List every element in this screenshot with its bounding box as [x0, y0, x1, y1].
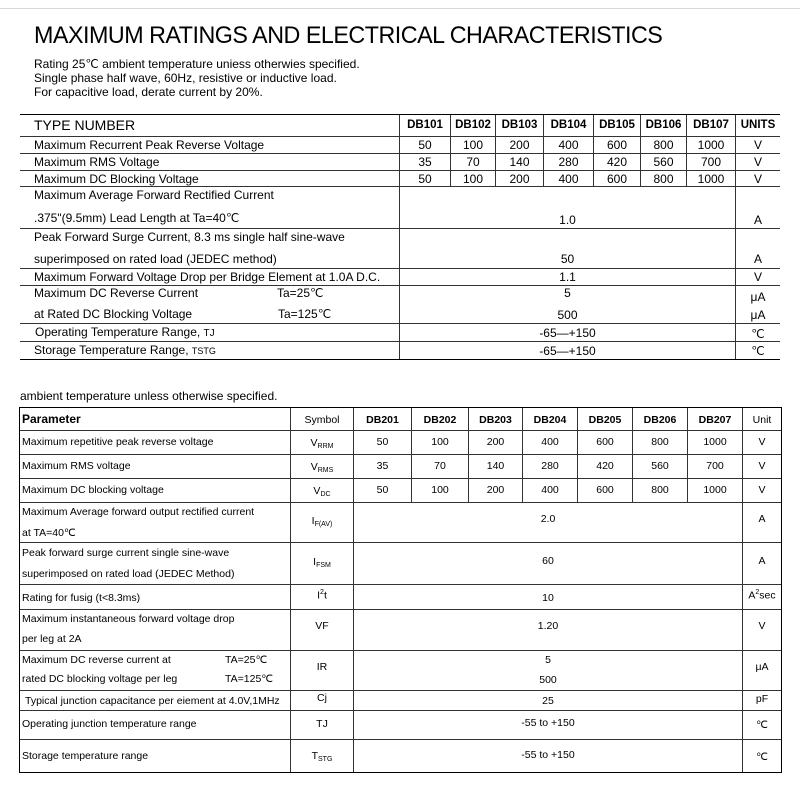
- row-label-cont: .375"(9.5mm) Lead Length at Ta=40℃: [34, 211, 240, 225]
- row-label: Maximum Average Forward Rectified Current: [34, 188, 274, 202]
- symbol: $V_{RRM}$: [310, 437, 334, 450]
- cell-value: 700: [700, 155, 722, 169]
- cell-value: 200: [486, 436, 505, 448]
- page-title: MAXIMUM RATINGS AND ELECTRICAL CHARACTERISTICS: [34, 22, 663, 49]
- symbol: $I_{F(AV)}$: [311, 515, 333, 528]
- symbol: $I_{FSM}$: [313, 556, 331, 569]
- cell-value: 140: [486, 460, 505, 472]
- cell-unit: V: [758, 460, 766, 472]
- cell-value: -55 to +150: [521, 749, 575, 761]
- symbol: $V_{RMS}$: [310, 461, 334, 474]
- cell-value: 50: [418, 172, 432, 186]
- symbol: TJ: [316, 718, 328, 730]
- cell-value: 35: [418, 155, 432, 169]
- row-label: Typical junction capacitance per eiement at 4.0V,1MHz: [25, 695, 280, 707]
- row-label-cont: rated DC blocking voltage per leg: [22, 673, 178, 685]
- cell-unit: A: [753, 213, 762, 227]
- cell-value: -65—+150: [539, 326, 596, 340]
- row-label: Peak Forward Surge Current, 8.3 ms single half sine-wave: [34, 230, 345, 244]
- cell-value: 800: [653, 172, 674, 186]
- cell-value: 1.1: [559, 270, 576, 284]
- row-label-cont: superimposed on rated load (JEDEC Method): [22, 568, 235, 580]
- note-line-2: Single phase half wave, 60Hz, resistive or inductive load.: [34, 71, 337, 85]
- model-header: DB204: [533, 414, 567, 426]
- row-label: Maximum DC blocking voltage: [22, 484, 164, 496]
- cell-value: 420: [606, 155, 628, 169]
- cell-unit: A: [758, 555, 766, 567]
- row-label: Peak forward surge current single sine-wave: [22, 547, 230, 559]
- model-header: DB105: [599, 119, 635, 131]
- model-header: DB101: [407, 119, 443, 131]
- cell-unit: V: [758, 620, 766, 632]
- model-header: DB206: [643, 414, 677, 426]
- cell-unit: μA: [750, 290, 766, 304]
- cell-value: 800: [653, 138, 674, 152]
- note-line-1: Rating 25℃ ambient temperature uniess otherwies specified.: [34, 57, 360, 71]
- row-label: Maximum RMS voltage: [22, 460, 131, 472]
- model-header: DB201: [366, 414, 399, 426]
- tstg-symbol: TSTG: [191, 346, 216, 356]
- cell-value: 600: [606, 138, 628, 152]
- cell-value: 500: [539, 674, 557, 686]
- cell-unit: ℃: [756, 719, 768, 731]
- row-label: Maximum Recurrent Peak Reverse Voltage: [34, 138, 265, 152]
- row-label: Maximum repetitive peak reverse voltage: [22, 436, 214, 448]
- symbol-header: Symbol: [304, 414, 340, 426]
- parameter-header: Parameter: [22, 412, 81, 426]
- symbol: IR: [316, 661, 328, 673]
- row-label-cont: per leg at 2A: [22, 633, 82, 645]
- cell-unit: μA: [750, 308, 766, 322]
- cell-value: 400: [541, 436, 559, 448]
- condition: Ta=125℃: [278, 307, 332, 321]
- symbol: VF: [315, 620, 329, 632]
- row-label: Maximum Average forward output rectified current: [22, 506, 255, 518]
- cell-value: 50: [418, 138, 432, 152]
- model-header: DB103: [501, 119, 538, 131]
- row-label-cont: superimposed on rated load (JEDEC method): [34, 252, 277, 266]
- cell-value: 2.0: [540, 513, 556, 525]
- row-label: Storage Temperature Range, TSTG: [34, 343, 216, 357]
- cell-value: 70: [466, 155, 480, 169]
- cell-unit: V: [753, 155, 762, 169]
- cell-unit: A: [753, 252, 762, 266]
- cell-unit: ℃: [756, 751, 768, 763]
- cell-unit: V: [758, 436, 766, 448]
- cell-value: 100: [431, 484, 449, 496]
- cell-value: 200: [509, 138, 530, 152]
- cell-value: 35: [376, 460, 389, 472]
- cell-value: 100: [431, 436, 449, 448]
- symbol: $T_{STG}$: [311, 750, 333, 763]
- cell-value: 600: [606, 172, 628, 186]
- cell-value: 1000: [703, 484, 727, 496]
- model-header: DB205: [588, 414, 622, 426]
- model-header: DB107: [693, 119, 729, 131]
- row-label: Maximum instantaneous forward voltage drop: [22, 613, 235, 625]
- symbol: $V_{DC}$: [313, 485, 331, 498]
- symbol: Cj: [317, 692, 327, 704]
- model-header: DB207: [698, 414, 732, 426]
- cell-value: 400: [541, 484, 559, 496]
- cell-value: 800: [651, 436, 669, 448]
- ratings-table-db20x: [19, 407, 782, 773]
- cell-value: 1000: [703, 436, 727, 448]
- model-header: DB203: [479, 414, 512, 426]
- cell-unit: V: [753, 138, 762, 152]
- cell-value: 50: [560, 252, 575, 266]
- condition: TA=25℃: [225, 654, 268, 666]
- row-label-cont: at TA=40℃: [22, 527, 76, 539]
- symbol: $I^2t$: [317, 589, 327, 602]
- cell-value: 200: [509, 172, 530, 186]
- units-header: UNITS: [740, 119, 776, 131]
- cell-unit: $A^2\sec$: [748, 589, 776, 602]
- cell-value: 560: [651, 460, 669, 472]
- cell-value: 400: [558, 172, 579, 186]
- cell-value: 800: [651, 484, 669, 496]
- cell-value: 1.20: [537, 620, 559, 632]
- cell-value: 50: [376, 436, 389, 448]
- cell-unit: V: [753, 172, 762, 186]
- tj-symbol: TJ: [203, 328, 215, 339]
- row-label: Maximum RMS Voltage: [34, 155, 160, 169]
- cell-unit: pF: [755, 693, 769, 705]
- cell-value: 100: [462, 138, 484, 152]
- row-label: Maximum Forward Voltage Drop per Bridge Element at 1.0A D.C.: [34, 270, 381, 284]
- row-label: Maximum DC reverse current at: [22, 654, 171, 666]
- model-header: DB102: [455, 119, 491, 131]
- ratings-table-db10x: [20, 114, 780, 360]
- cell-value: 280: [541, 460, 559, 472]
- cell-value: 70: [434, 460, 446, 472]
- note-line-3: For capacitive load, derate current by 20%.: [34, 85, 263, 99]
- cell-value: 50: [376, 484, 389, 496]
- cell-value: 100: [462, 172, 484, 186]
- cell-value: 60: [542, 555, 554, 567]
- cell-unit: A: [758, 513, 766, 525]
- cell-unit: ℃: [751, 344, 765, 358]
- cell-value: 560: [653, 155, 674, 169]
- cell-value: 700: [706, 460, 724, 472]
- row-label: Rating for fusig (t<8.3ms): [22, 592, 141, 604]
- row-label: Maximum DC Blocking Voltage: [34, 172, 199, 186]
- cell-value: 1000: [697, 138, 725, 152]
- row-label-cont: at Rated DC Blocking Voltage: [34, 307, 193, 321]
- condition: Ta=25℃: [277, 286, 324, 300]
- model-header: DB202: [423, 414, 457, 426]
- row-label: Operating Temperature Range, TJ: [35, 325, 215, 339]
- cell-value: 5: [564, 286, 571, 300]
- model-header: DB104: [550, 119, 587, 131]
- cell-value: 200: [486, 484, 505, 496]
- model-header: DB106: [645, 119, 682, 131]
- cell-value: 140: [509, 155, 530, 169]
- cell-value: 10: [542, 592, 554, 604]
- type-number-label: TYPE NUMBER: [34, 117, 136, 133]
- cell-value: -65—+150: [539, 344, 596, 358]
- cell-value: 420: [596, 460, 614, 472]
- cell-unit: μA: [755, 661, 769, 673]
- condition: TA=125℃: [225, 673, 274, 685]
- cell-value: 600: [596, 484, 614, 496]
- unit-header: Unit: [752, 414, 772, 426]
- cell-value: -55 to +150: [521, 717, 575, 729]
- row-label: Maximum DC Reverse Current: [34, 286, 199, 300]
- row-label: Operating junction temperature range: [22, 718, 197, 730]
- cell-unit: ℃: [751, 327, 765, 341]
- cell-value: 500: [557, 308, 578, 322]
- cell-value: 400: [558, 138, 579, 152]
- top-divider: [0, 8, 800, 9]
- cell-value: 5: [545, 654, 551, 666]
- cell-value: 1.0: [559, 213, 576, 227]
- cell-unit: V: [758, 484, 766, 496]
- cell-unit: V: [753, 270, 762, 284]
- cell-value: 25: [542, 695, 554, 707]
- cell-value: 280: [558, 155, 579, 169]
- cell-value: 600: [596, 436, 614, 448]
- cell-value: 1000: [697, 172, 725, 186]
- row-label: Storage temperature range: [22, 750, 149, 762]
- table2-caption: ambient temperature unless otherwise specified.: [20, 389, 278, 403]
